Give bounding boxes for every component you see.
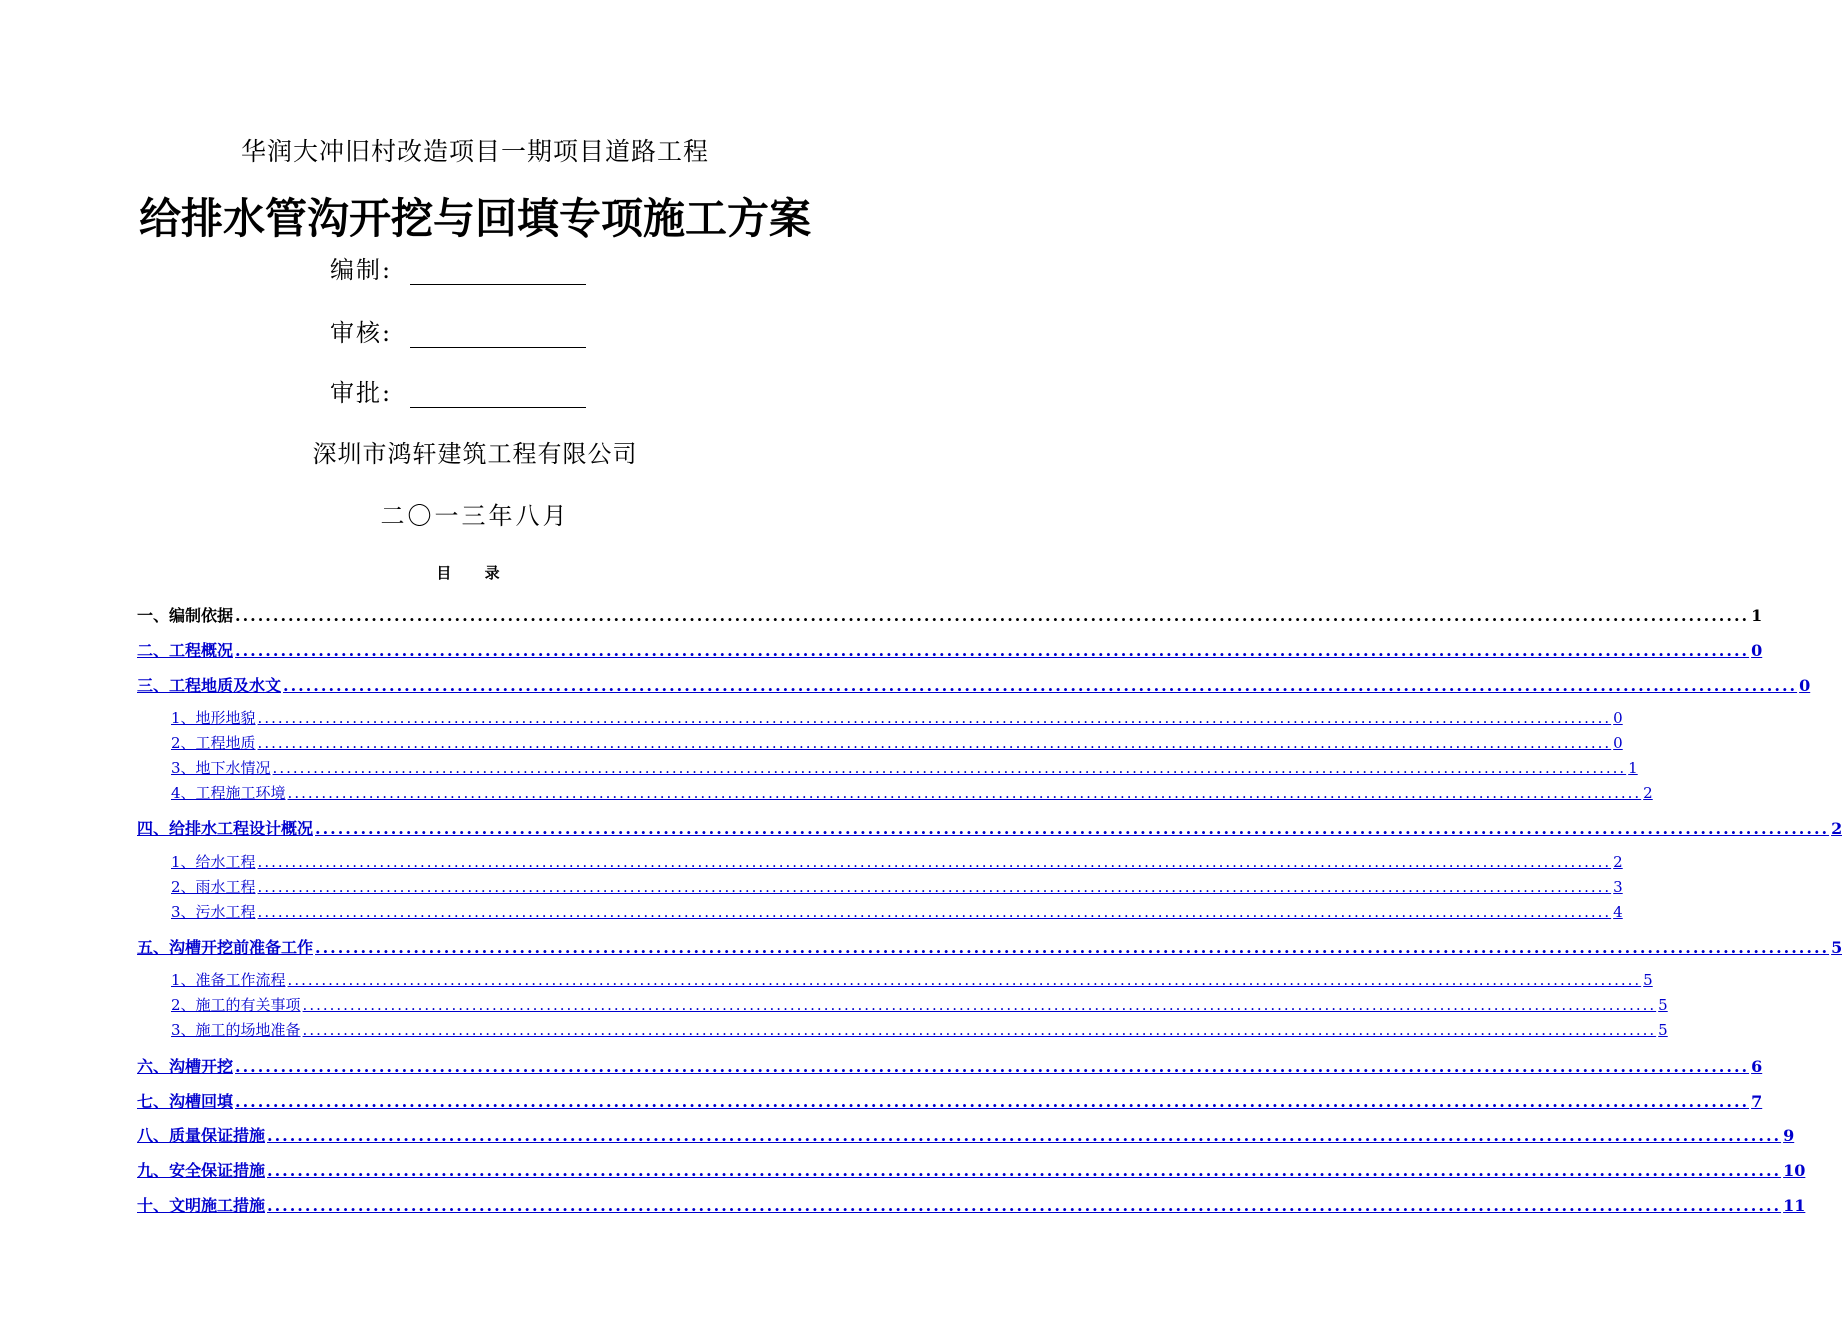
toc-entry[interactable] xyxy=(137,1193,1806,1216)
toc-entry-text: 2、施工的有关事项 xyxy=(171,996,301,1014)
toc-entry-text: 2、雨水工程 xyxy=(171,878,256,896)
signature-label: 审核: xyxy=(330,319,393,347)
toc-entry xyxy=(137,603,1763,626)
toc-page-number: 4 xyxy=(1613,903,1623,921)
toc-entry-text: 三、工程地质及水文 xyxy=(137,676,282,695)
toc-entry[interactable] xyxy=(171,1019,1668,1040)
toc-leader-dots: ........................................................................................................................................................................................................ xyxy=(267,1161,1782,1180)
toc-entry-text: 十、文明施工措施 xyxy=(137,1196,266,1215)
toc-leader-dots: ........................................................................................................................................................................................................ xyxy=(267,1126,1782,1145)
toc-entry[interactable] xyxy=(137,1089,1763,1112)
toc-entry[interactable] xyxy=(171,901,1623,922)
signature-line xyxy=(410,387,586,408)
toc-page-number: 0 xyxy=(1751,641,1763,660)
toc-leader-dots: ........................................................................................................................................................................................................ xyxy=(235,1057,1750,1076)
toc-leader-dots: ........................................................................................................................................................................................................ xyxy=(257,734,1612,752)
signature-label: 审批: xyxy=(330,379,393,407)
toc-page-number: 1 xyxy=(1751,606,1763,625)
toc-entry[interactable] xyxy=(137,816,1842,839)
toc-leader-dots: ........................................................................................................................................................................................................ xyxy=(257,903,1612,921)
toc-page-number: 9 xyxy=(1783,1126,1795,1145)
toc-page-number: 5 xyxy=(1658,996,1668,1014)
toc-leader-dots: ........................................................................................................................................................................................................ xyxy=(283,676,1798,695)
toc-entry-text: 3、地下水情况 xyxy=(171,759,271,777)
toc-entry-text: 3、施工的场地准备 xyxy=(171,1021,301,1039)
toc-leader-dots: ........................................................................................................................................................................................................ xyxy=(257,853,1612,871)
toc-entry-text: 六、沟槽开挖 xyxy=(137,1057,234,1076)
toc-entry-text: 1、准备工作流程 xyxy=(171,971,286,989)
toc-entry-text: 1、地形地貌 xyxy=(171,709,256,727)
toc-entry-text: 2、工程地质 xyxy=(171,734,256,752)
toc-title: 目 录 xyxy=(436,564,514,582)
toc-entry-text: 4、工程施工环境 xyxy=(171,784,286,802)
toc-page-number: 11 xyxy=(1783,1196,1806,1215)
toc-page-number: 1 xyxy=(1628,759,1638,777)
toc-page-number: 0 xyxy=(1613,734,1623,752)
toc-leader-dots: ........................................................................................................................................................................................................ xyxy=(257,709,1612,727)
signature-reviewed xyxy=(330,313,586,348)
toc-entry[interactable] xyxy=(171,969,1653,990)
toc-leader-dots: ........................................................................................................................................................................................................ xyxy=(267,1196,1782,1215)
document-date: 二〇一三年八月 xyxy=(380,502,570,530)
toc-leader-dots: ........................................................................................................................................................................................................ xyxy=(287,971,1642,989)
signature-compiled xyxy=(330,250,586,285)
toc-leader-dots: ........................................................................................................................................................................................................ xyxy=(315,819,1830,838)
toc-entry[interactable] xyxy=(137,638,1763,661)
toc-entry[interactable] xyxy=(137,1054,1763,1077)
company-name: 深圳市鸿轩建筑工程有限公司 xyxy=(312,440,638,468)
toc-leader-dots: ........................................................................................................................................................................................................ xyxy=(287,784,1642,802)
toc-entry[interactable] xyxy=(171,876,1623,897)
toc-entry[interactable] xyxy=(171,732,1623,753)
main-title: 给排水管沟开挖与回填专项施工方案 xyxy=(138,194,811,243)
toc-entry-text: 一、编制依据 xyxy=(137,606,234,625)
toc-page-number: 3 xyxy=(1613,878,1623,896)
toc-entry[interactable] xyxy=(137,1158,1806,1181)
project-title: 华润大冲旧村改造项目一期项目道路工程 xyxy=(240,137,709,166)
toc-leader-dots: ........................................................................................................................................................................................................ xyxy=(235,1092,1750,1111)
toc-leader-dots: ........................................................................................................................................................................................................ xyxy=(235,606,1750,625)
toc-leader-dots: ........................................................................................................................................................................................................ xyxy=(302,1021,1657,1039)
toc-page-number: 5 xyxy=(1831,938,1842,957)
toc-entry[interactable] xyxy=(137,673,1811,696)
toc-entry-text: 3、污水工程 xyxy=(171,903,256,921)
toc-leader-dots: ........................................................................................................................................................................................................ xyxy=(315,938,1830,957)
toc-page-number: 5 xyxy=(1643,971,1653,989)
toc-entry-text: 二、工程概况 xyxy=(137,641,234,660)
toc-leader-dots: ........................................................................................................................................................................................................ xyxy=(257,878,1612,896)
toc-page-number: 0 xyxy=(1613,709,1623,727)
signature-line xyxy=(410,327,586,348)
toc-entry[interactable] xyxy=(137,935,1842,958)
toc-page-number: 2 xyxy=(1613,853,1623,871)
toc-entry-text: 四、给排水工程设计概况 xyxy=(137,819,314,838)
toc-page-number: 2 xyxy=(1831,819,1842,838)
signature-line xyxy=(410,264,586,285)
signature-label: 编制: xyxy=(330,256,393,284)
toc-entry[interactable] xyxy=(171,851,1623,872)
toc-leader-dots: ........................................................................................................................................................................................................ xyxy=(302,996,1657,1014)
toc-entry-text: 七、沟槽回填 xyxy=(137,1092,234,1111)
toc-page-number: 5 xyxy=(1658,1021,1668,1039)
toc-entry-text: 五、沟槽开挖前准备工作 xyxy=(137,938,314,957)
toc-entry[interactable] xyxy=(171,757,1638,778)
toc-leader-dots: ........................................................................................................................................................................................................ xyxy=(235,641,1750,660)
toc-page-number: 2 xyxy=(1643,784,1653,802)
toc-page-number: 6 xyxy=(1751,1057,1763,1076)
toc-entry[interactable] xyxy=(137,1123,1795,1146)
toc-entry[interactable] xyxy=(171,782,1653,803)
toc-page-number: 10 xyxy=(1783,1161,1806,1180)
toc-entry[interactable] xyxy=(171,707,1623,728)
signature-approved xyxy=(330,373,586,408)
toc-entry[interactable] xyxy=(171,994,1668,1015)
toc-page-number: 7 xyxy=(1751,1092,1763,1111)
toc-page-number: 0 xyxy=(1799,676,1811,695)
toc-leader-dots: ........................................................................................................................................................................................................ xyxy=(272,759,1627,777)
toc-entry-text: 八、质量保证措施 xyxy=(137,1126,266,1145)
toc-entry-text: 九、安全保证措施 xyxy=(137,1161,266,1180)
toc-entry-text: 1、给水工程 xyxy=(171,853,256,871)
